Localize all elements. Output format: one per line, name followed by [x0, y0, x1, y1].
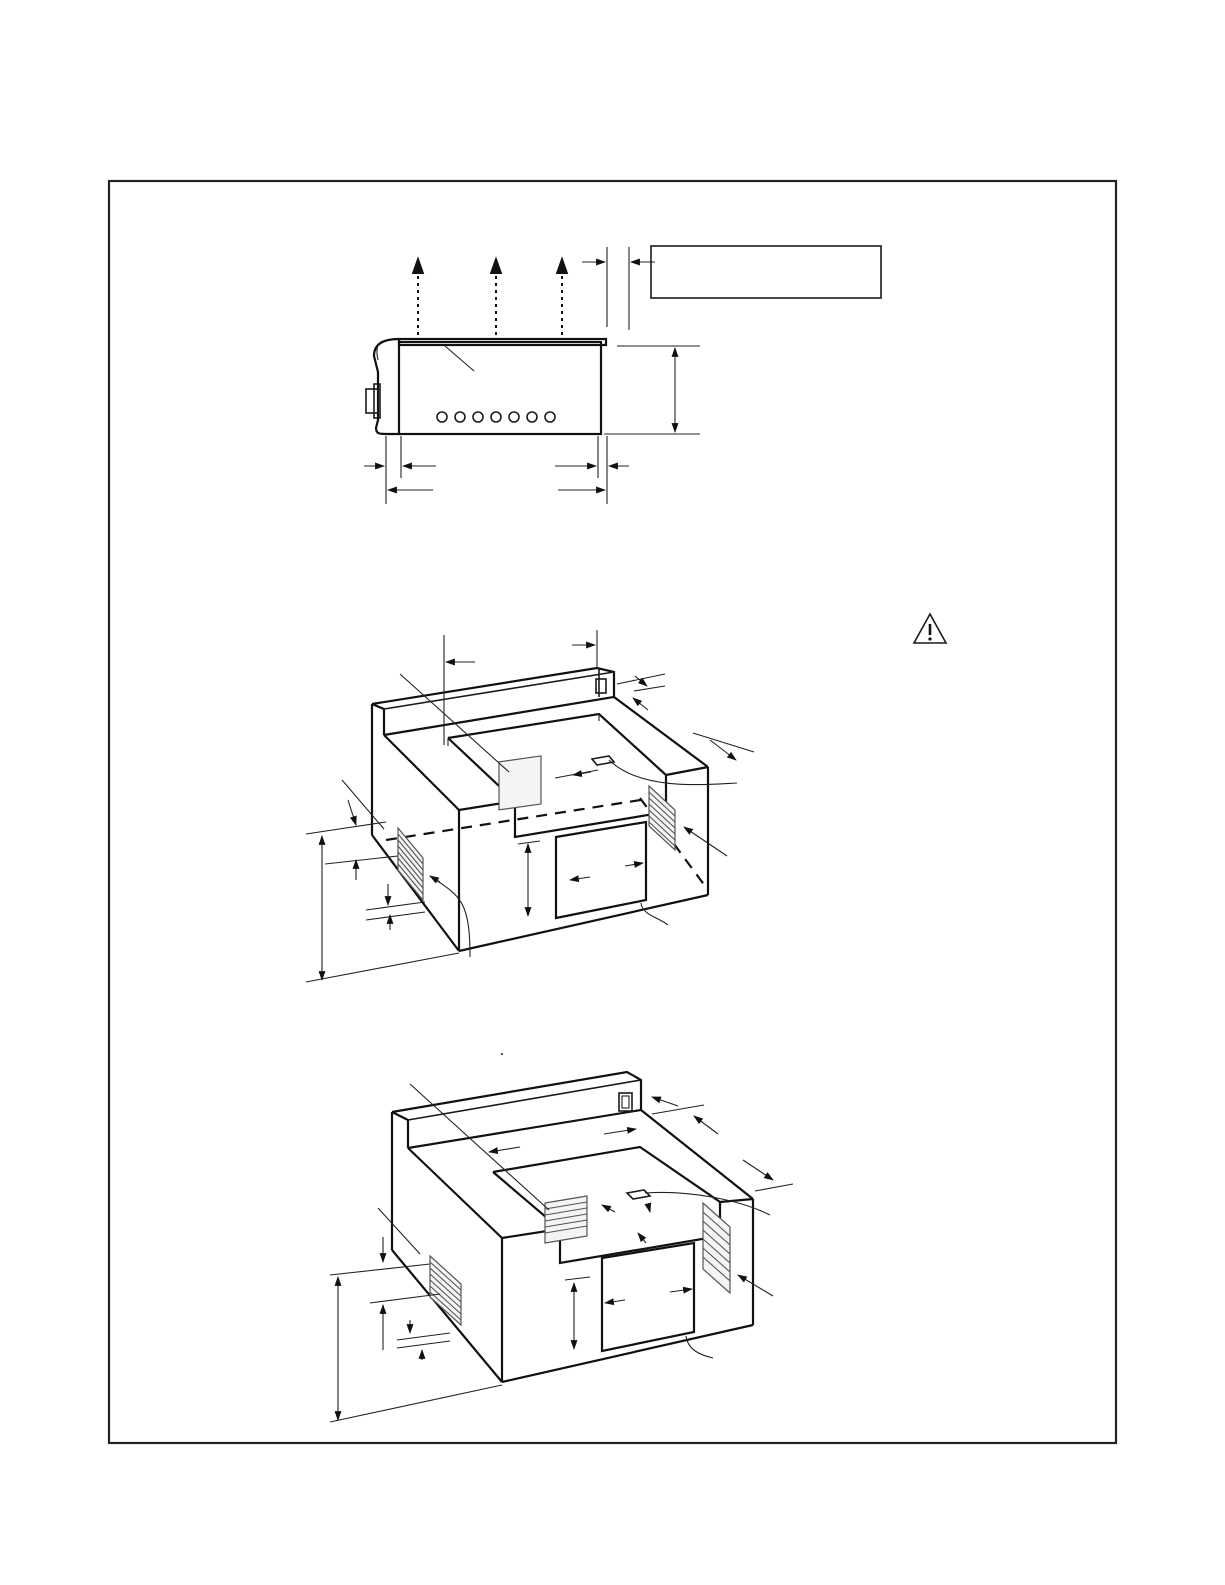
access-door: [602, 1243, 694, 1351]
vent-right: [649, 786, 675, 850]
backsplash: [392, 1072, 641, 1148]
warning-triangle-icon: [914, 614, 946, 643]
enclosure-view-2: [330, 1053, 793, 1422]
burner-ports: [437, 412, 555, 422]
vent-back: [545, 1196, 587, 1243]
control-knob: [366, 389, 378, 413]
countertop-cutout: [493, 1147, 720, 1263]
gas-connection: [627, 1190, 650, 1199]
access-door: [556, 822, 646, 918]
electrical-outlet: [596, 679, 606, 693]
vent-right: [703, 1203, 730, 1293]
vent-back: [499, 756, 541, 810]
vent-left: [398, 828, 423, 900]
side-view: [364, 246, 881, 504]
note-box: [651, 246, 881, 298]
gas-connection: [592, 756, 614, 765]
enclosure-view-1: [306, 630, 754, 982]
leader-line: [445, 346, 474, 371]
front-panel: [374, 339, 399, 434]
